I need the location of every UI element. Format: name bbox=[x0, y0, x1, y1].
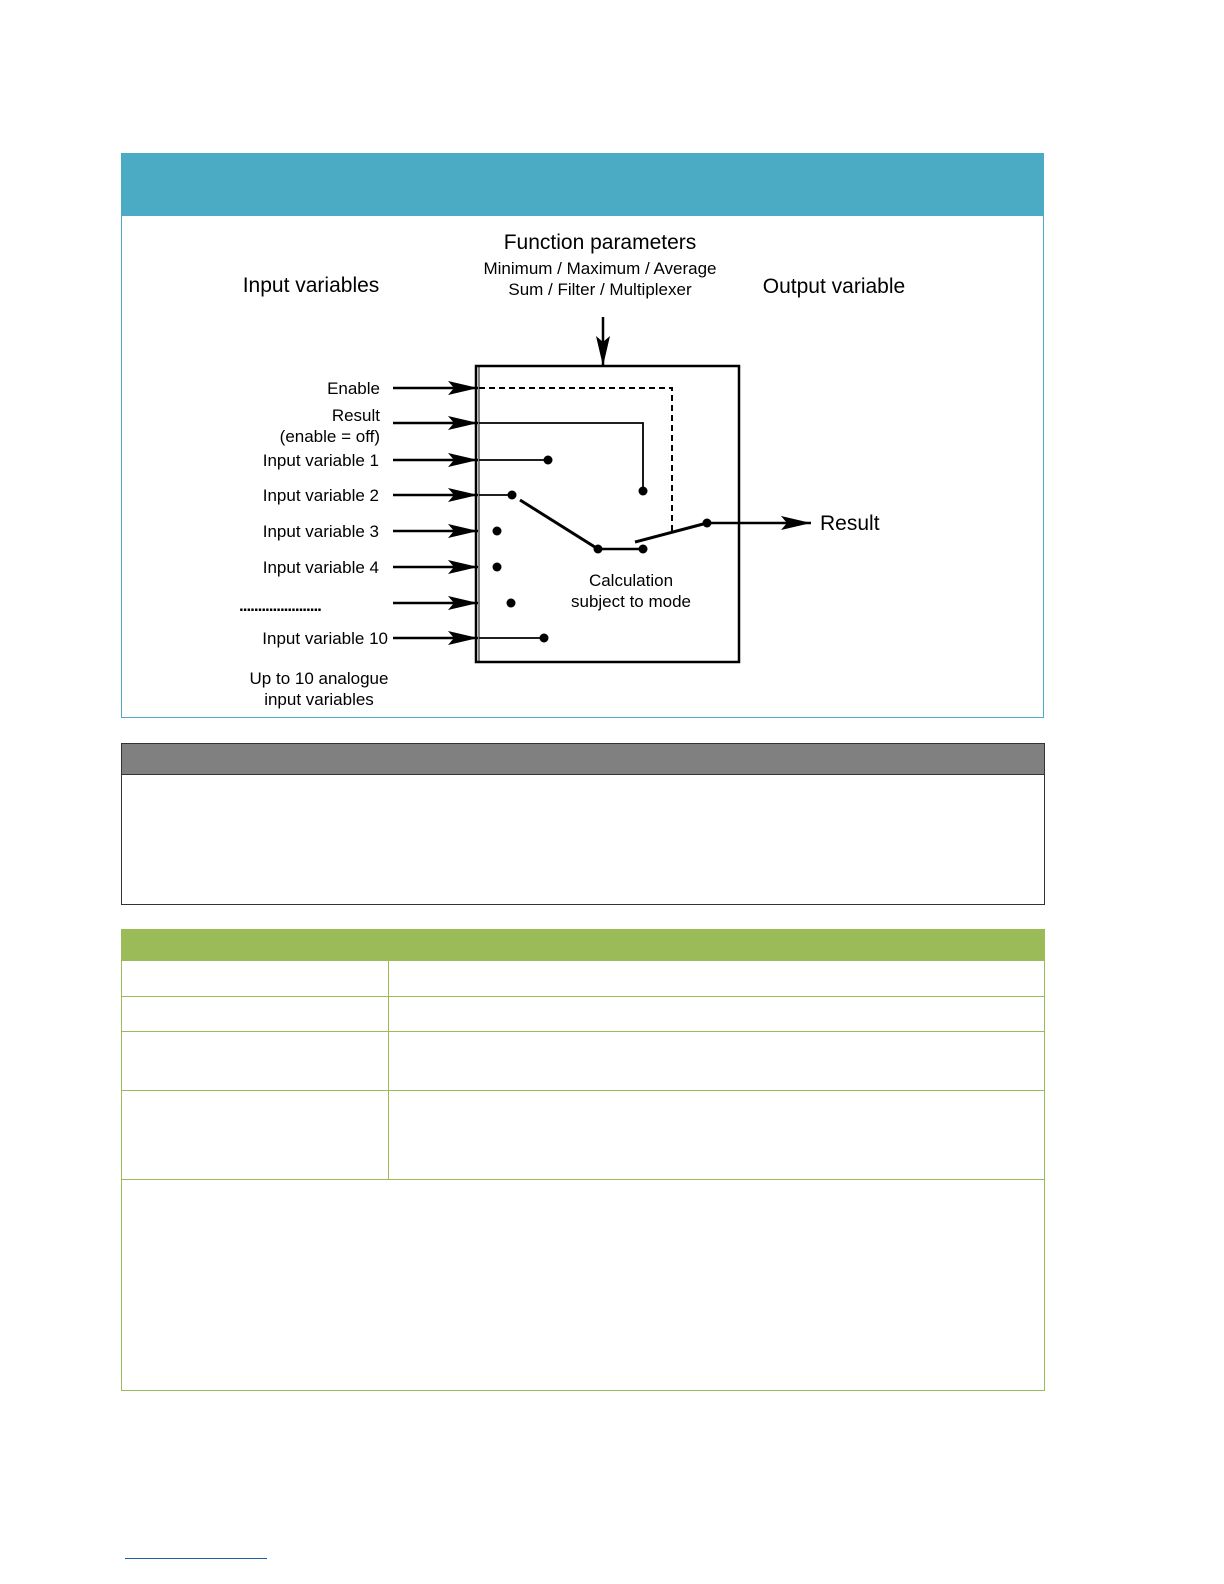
parameter-table bbox=[121, 929, 1045, 1391]
selector-pivot-contact bbox=[594, 545, 603, 554]
note-header-bar bbox=[122, 744, 1044, 775]
table-row bbox=[122, 960, 1044, 996]
input-3-contact bbox=[493, 527, 502, 536]
input-10-contact bbox=[540, 634, 549, 643]
input-2-contact bbox=[508, 491, 517, 500]
table-cell bbox=[122, 1032, 389, 1090]
footer-rule bbox=[125, 1558, 267, 1559]
calculation-label-line-2: subject to mode bbox=[570, 592, 692, 611]
function-modes-line-2: Sum / Filter / Multiplexer bbox=[508, 280, 692, 299]
table-cell bbox=[122, 1091, 389, 1179]
function-diagram-panel bbox=[121, 153, 1044, 718]
result-feedback-path bbox=[479, 423, 643, 491]
table-row bbox=[122, 1031, 1044, 1090]
parameter-table-header-bar bbox=[122, 930, 1044, 960]
calculation-label-line-1: Calculation bbox=[588, 571, 674, 590]
input-3-label: Input variable 3 bbox=[262, 522, 379, 541]
input-1-contact bbox=[544, 456, 553, 465]
result-input-label-line-2: (enable = off) bbox=[279, 427, 380, 446]
function-block-diagram bbox=[122, 154, 1045, 719]
footnote-line-1: Up to 10 analogue bbox=[249, 669, 389, 688]
enable-label: Enable bbox=[327, 379, 380, 398]
table-row bbox=[122, 996, 1044, 1031]
result-feedback-contact bbox=[639, 487, 648, 496]
input-2-label: Input variable 2 bbox=[262, 486, 379, 505]
function-parameters-title: Function parameters bbox=[503, 231, 697, 254]
table-cell bbox=[122, 961, 389, 996]
input-4-contact bbox=[493, 563, 502, 572]
input-1-label: Input variable 1 bbox=[262, 451, 379, 470]
input-10-label: Input variable 10 bbox=[262, 629, 388, 648]
selector-switch-arm bbox=[520, 500, 598, 549]
table-notes-row bbox=[122, 1179, 1044, 1390]
output-result-label: Result bbox=[820, 512, 880, 535]
input-variables-heading: Input variables bbox=[242, 274, 380, 297]
input-n-contact bbox=[507, 599, 516, 608]
footnote-line-2: input variables bbox=[264, 690, 374, 709]
enable-switch-contact bbox=[639, 545, 648, 554]
table-cell bbox=[122, 997, 389, 1031]
ellipsis-label: ...................... bbox=[239, 596, 321, 615]
function-modes-line-1: Minimum / Maximum / Average bbox=[483, 259, 717, 278]
output-variable-heading: Output variable bbox=[762, 275, 906, 298]
result-input-label-line-1: Result bbox=[331, 406, 380, 425]
input-4-label: Input variable 4 bbox=[262, 558, 379, 577]
table-row bbox=[122, 1090, 1044, 1179]
note-box bbox=[121, 743, 1045, 905]
function-block bbox=[476, 366, 739, 662]
